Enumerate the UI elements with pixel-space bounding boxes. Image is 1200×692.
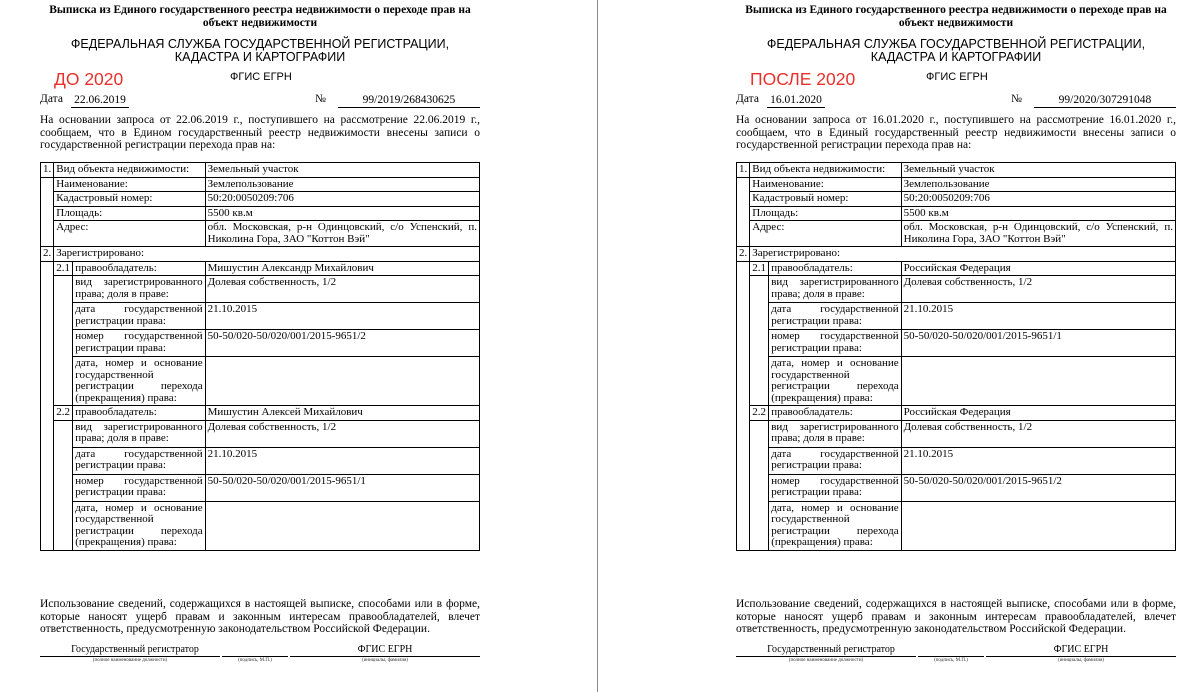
registered-label: Зарегистрировано: xyxy=(750,247,1176,262)
table-row xyxy=(41,501,480,550)
field-label: дата, номер и основание государственной регистрации перехода (прекращения) права: xyxy=(769,501,901,550)
field-value: 50-50/020-50/020/001/2015-9651/2 xyxy=(205,330,479,357)
field-value: Земельный участок xyxy=(205,163,479,178)
table-row xyxy=(737,177,1176,192)
holder-name: Мишустин Алексей Михайлович xyxy=(205,406,479,421)
field-value: 21.10.2015 xyxy=(901,303,1175,330)
signature-egrn: ФГИС ЕГРН xyxy=(357,644,413,655)
number-value: 99/2019/268430625 xyxy=(338,93,480,108)
table-row xyxy=(737,206,1176,221)
field-value: обл. Московская, р-н Одинцовский, с/о Успенский, п. Николина Гора, ЗАО "Коттон Вэй" xyxy=(205,221,479,247)
field-label: правообладатель: xyxy=(769,406,901,421)
field-value xyxy=(205,501,479,550)
field-label: дата государственной регистрации права: xyxy=(769,447,901,474)
table-row xyxy=(737,261,1176,276)
signature-hint: (подпись, М.П.) xyxy=(934,658,968,663)
table-row xyxy=(737,420,1176,447)
signature-hint: (инициалы, фамилия) xyxy=(361,658,409,663)
signature-line xyxy=(40,656,220,657)
date-label: Дата xyxy=(40,93,63,105)
table-row xyxy=(737,357,1176,406)
field-label: Адрес: xyxy=(54,221,205,247)
field-value: Землепользование xyxy=(901,177,1175,192)
table-row xyxy=(41,330,480,357)
holder-number: 2.1 xyxy=(54,261,73,276)
signature-line xyxy=(918,656,984,657)
field-label: вид зарегистрированного права; доля в праве: xyxy=(769,276,901,303)
number-label: № xyxy=(1011,93,1022,105)
table-row xyxy=(737,501,1176,550)
signature-egrn: ФГИС ЕГРН xyxy=(1053,644,1109,655)
document-title: Выписка из Единого государственного реестра недвижимости о переходе прав на объект недвижимости xyxy=(745,4,1167,29)
holder-name: Российская Федерация xyxy=(901,406,1175,421)
table-row xyxy=(41,357,480,406)
field-value: 50-50/020-50/020/001/2015-9651/2 xyxy=(901,474,1175,501)
table-row xyxy=(41,447,480,474)
section-number: 1. xyxy=(737,163,750,178)
field-value: Долевая собственность, 1/2 xyxy=(205,276,479,303)
field-value: Долевая собственность, 1/2 xyxy=(205,420,479,447)
page-divider xyxy=(597,0,598,692)
table-row xyxy=(41,420,480,447)
table-row xyxy=(737,447,1176,474)
holder-name: Мишустин Александр Михайлович xyxy=(205,261,479,276)
signature-hint: (инициалы, фамилия) xyxy=(1057,658,1105,663)
document-title: Выписка из Единого государственного реестра недвижимости о переходе прав на объект недвижимости xyxy=(49,4,471,29)
field-label: вид зарегистрированного права; доля в праве: xyxy=(769,420,901,447)
intro-text: На основании запроса от 22.06.2019 г., поступившего на рассмотрение 22.06.2019 г., сообщаем, что в Едином государственный реестр недвижимости внесены записи о государственной регистрации перехода прав на: xyxy=(40,114,480,151)
number-value: 99/2020/307291048 xyxy=(1034,93,1176,108)
table-row xyxy=(737,276,1176,303)
table-row xyxy=(41,177,480,192)
extract-table xyxy=(736,162,1176,551)
egrn-label: ФГИС ЕГРН xyxy=(230,71,292,83)
table-row xyxy=(737,406,1176,421)
signature-registrar: Государственный регистратор xyxy=(767,644,895,655)
date-value: 22.06.2019 xyxy=(71,93,129,108)
field-label: Кадастровый номер: xyxy=(54,192,205,207)
section-number: 1. xyxy=(41,163,54,178)
field-value: 21.10.2015 xyxy=(901,447,1175,474)
field-value: Земельный участок xyxy=(901,163,1175,178)
table-row xyxy=(737,247,1176,262)
field-label: номер государственной регистрации права: xyxy=(769,330,901,357)
field-value xyxy=(901,357,1175,406)
field-label: Адрес: xyxy=(750,221,901,247)
field-value: 50:20:0050209:706 xyxy=(205,192,479,207)
table-row xyxy=(737,163,1176,178)
field-label: номер государственной регистрации права: xyxy=(769,474,901,501)
field-value: 50:20:0050209:706 xyxy=(901,192,1175,207)
table-row xyxy=(41,261,480,276)
footer-notice: Использование сведений, содержащихся в настоящей выписке, способами или в форме, которые наносят ущерб правам и законным интересам правообладателей, влечет ответственность, предусмотренную законодательством Российской Федерации. xyxy=(736,598,1176,635)
field-label: правообладатель: xyxy=(769,261,901,276)
table-row xyxy=(41,406,480,421)
signature-hint: (полное наименование должности) xyxy=(788,658,864,663)
table-row xyxy=(41,221,480,247)
signature-line xyxy=(736,656,916,657)
date-value: 16.01.2020 xyxy=(767,93,825,108)
table-row xyxy=(41,276,480,303)
field-label: вид зарегистрированного права; доля в праве: xyxy=(73,276,205,303)
holder-number: 2.2 xyxy=(54,406,73,421)
signature-hint: (подпись, М.П.) xyxy=(238,658,272,663)
field-label: дата, номер и основание государственной регистрации перехода (прекращения) права: xyxy=(73,357,205,406)
holder-number: 2.2 xyxy=(750,406,769,421)
egrn-label: ФГИС ЕГРН xyxy=(926,71,988,83)
footer-notice: Использование сведений, содержащихся в настоящей выписке, способами или в форме, которые наносят ущерб правам и законным интересам правообладателей, влечет ответственность, предусмотренную законодательством Российской Федерации. xyxy=(40,598,480,635)
table-row xyxy=(41,247,480,262)
field-label: Наименование: xyxy=(54,177,205,192)
field-value: 5500 кв.м xyxy=(901,206,1175,221)
field-value xyxy=(205,357,479,406)
table-row xyxy=(737,192,1176,207)
document-after-2020 xyxy=(736,0,1176,692)
table-row xyxy=(41,163,480,178)
table-row xyxy=(41,206,480,221)
table-row xyxy=(737,474,1176,501)
registered-label: Зарегистрировано: xyxy=(54,247,480,262)
field-label: номер государственной регистрации права: xyxy=(73,474,205,501)
period-tag: ДО 2020 xyxy=(54,69,124,89)
field-label: Вид объекта недвижимости: xyxy=(750,163,901,178)
field-label: дата государственной регистрации права: xyxy=(73,303,205,330)
field-label: Кадастровый номер: xyxy=(750,192,901,207)
field-value: 50-50/020-50/020/001/2015-9651/1 xyxy=(205,474,479,501)
signature-line xyxy=(986,656,1176,657)
field-label: вид зарегистрированного права; доля в праве: xyxy=(73,420,205,447)
field-label: правообладатель: xyxy=(73,261,205,276)
holder-number: 2.1 xyxy=(750,261,769,276)
table-row xyxy=(737,303,1176,330)
field-label: Наименование: xyxy=(750,177,901,192)
table-row xyxy=(41,192,480,207)
field-value xyxy=(901,501,1175,550)
field-value: Долевая собственность, 1/2 xyxy=(901,276,1175,303)
field-label: дата государственной регистрации права: xyxy=(73,447,205,474)
date-label: Дата xyxy=(736,93,759,105)
signature-line xyxy=(290,656,480,657)
table-row xyxy=(41,303,480,330)
holder-name: Российская Федерация xyxy=(901,261,1175,276)
section-number: 2. xyxy=(41,247,54,262)
signature-line xyxy=(222,656,288,657)
table-row xyxy=(737,221,1176,247)
field-label: Вид объекта недвижимости: xyxy=(54,163,205,178)
field-value: 21.10.2015 xyxy=(205,447,479,474)
agency-name: ФЕДЕРАЛЬНАЯ СЛУЖБА ГОСУДАРСТВЕННОЙ РЕГИСТРАЦИИ, КАДАСТРА И КАРТОГРАФИИ xyxy=(70,37,450,64)
section-number: 2. xyxy=(737,247,750,262)
field-label: дата, номер и основание государственной регистрации перехода (прекращения) права: xyxy=(769,357,901,406)
field-value: 5500 кв.м xyxy=(205,206,479,221)
field-value: Долевая собственность, 1/2 xyxy=(901,420,1175,447)
field-label: номер государственной регистрации права: xyxy=(73,330,205,357)
extract-table xyxy=(40,162,480,551)
field-label: правообладатель: xyxy=(73,406,205,421)
table-row xyxy=(737,330,1176,357)
field-label: дата государственной регистрации права: xyxy=(769,303,901,330)
agency-name: ФЕДЕРАЛЬНАЯ СЛУЖБА ГОСУДАРСТВЕННОЙ РЕГИСТРАЦИИ, КАДАСТРА И КАРТОГРАФИИ xyxy=(766,37,1146,64)
period-tag: ПОСЛЕ 2020 xyxy=(750,69,856,89)
document-before-2020 xyxy=(40,0,480,692)
field-value: обл. Московская, р-н Одинцовский, с/о Успенский, п. Николина Гора, ЗАО "Коттон Вэй" xyxy=(901,221,1175,247)
signature-registrar: Государственный регистратор xyxy=(71,644,199,655)
field-value: Землепользование xyxy=(205,177,479,192)
signature-hint: (полное наименование должности) xyxy=(92,658,168,663)
field-value: 21.10.2015 xyxy=(205,303,479,330)
number-label: № xyxy=(315,93,326,105)
field-label: Площадь: xyxy=(54,206,205,221)
table-row xyxy=(41,474,480,501)
field-label: дата, номер и основание государственной регистрации перехода (прекращения) права: xyxy=(73,501,205,550)
field-label: Площадь: xyxy=(750,206,901,221)
intro-text: На основании запроса от 16.01.2020 г., поступившего на рассмотрение 16.01.2020 г., сообщаем, что в Единый государственный реестр недвижимости внесены записи о государственной регистрации перехода прав на: xyxy=(736,114,1176,151)
field-value: 50-50/020-50/020/001/2015-9651/1 xyxy=(901,330,1175,357)
